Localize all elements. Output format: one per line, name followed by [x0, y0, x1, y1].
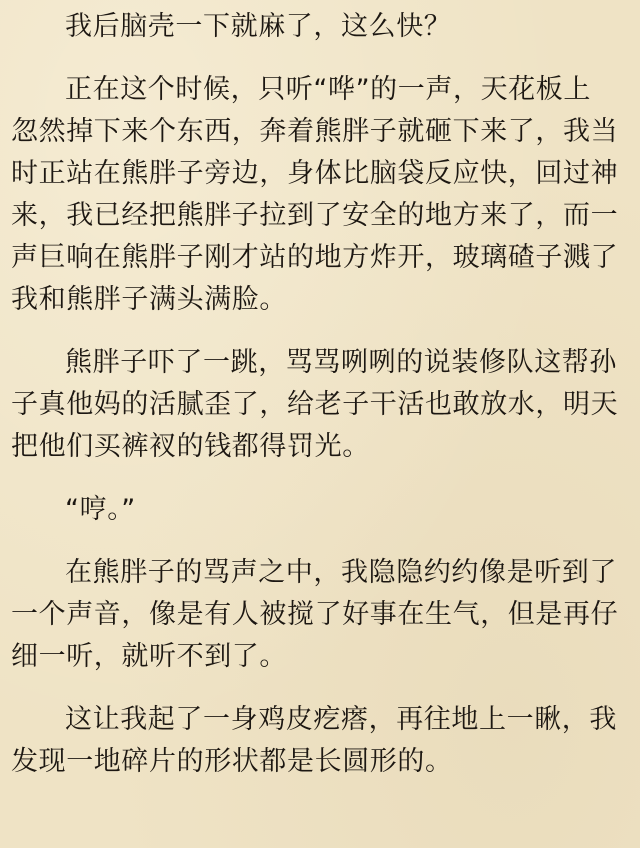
paragraph [11, 6, 628, 48]
paragraph [11, 69, 628, 321]
text-line: 这让我起了一身鸡皮疙瘩，再往地上一瞅，我 [65, 704, 617, 735]
text-line: 声巨响在熊胖子刚才站的地方炸开，玻璃碴子溅了 [11, 242, 619, 273]
text-line: 细一听，就听不到了。 [11, 641, 287, 672]
text-line: 正在这个时候，只听“哗”的一声，天花板上 [65, 74, 591, 105]
text-line: 忽然掉下来个东西，奔着熊胖子就砸下来了，我当 [11, 116, 619, 147]
text-line: 我后脑壳一下就麻了，这么快？ [65, 11, 452, 42]
text-line: 来，我已经把熊胖子拉到了安全的地方来了，而一 [11, 200, 619, 231]
paragraph [11, 342, 628, 468]
text-line: 熊胖子吓了一跳，骂骂咧咧的说装修队这帮孙 [65, 347, 617, 378]
text-line: 子真他妈的活腻歪了，给老子干活也敢放水，明天 [11, 389, 619, 420]
text-line: 我和熊胖子满头满脸。 [11, 284, 287, 315]
paragraph [11, 699, 628, 783]
text-line: 一个声音，像是有人被搅了好事在生气，但是再仔 [11, 599, 619, 630]
text-line: 时正站在熊胖子旁边，身体比脑袋反应快，回过神 [11, 158, 619, 189]
text-line: 在熊胖子的骂声之中，我隐隐约约像是听到了 [65, 557, 617, 588]
paragraph [11, 552, 628, 678]
text-line: “哼。” [65, 494, 136, 525]
text-line: 发现一地碎片的形状都是长圆形的。 [11, 746, 453, 777]
paragraph [11, 489, 628, 531]
text-line: 把他们买裤衩的钱都得罚光。 [11, 431, 370, 462]
